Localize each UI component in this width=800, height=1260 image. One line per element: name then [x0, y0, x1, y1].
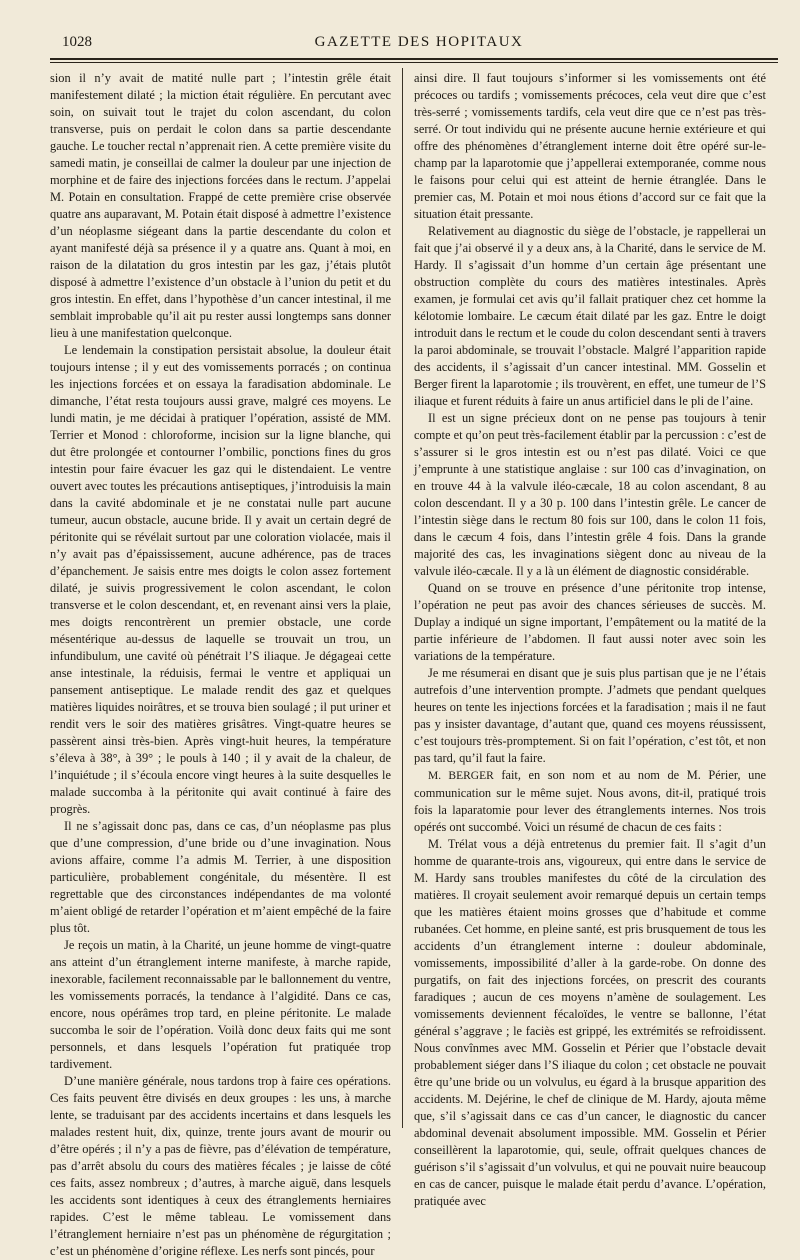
- speaker-name: M. BERGER: [428, 770, 494, 782]
- speaker-paragraph: [414, 767, 766, 836]
- header-rule: [50, 58, 778, 60]
- paragraph: Le lendemain la constipation persistait absolue, la douleur était toujours intense ; il y eut des vomissements porracés ; on continua les injections forcées et on essaya la faradisation abdominale. Le dimanche, l’état resta toujours aussi grave, malgré ces moyens. Le lundi matin, je me décidai à pratiquer l’opération, assisté de MM. Terrier et Monod : chloroforme, incision sur la ligne blanche, qui dut être prolongée et contourner l’ombilic, ponctions fines du gros intestin pour faire évacuer les gaz qui le distendaient. Le ventre ouvert avec toutes les précautions antiseptiques, j’introduisis la main dans la cavité abdominale et je ne constatai nulle part aucune tumeur, aucun obstacle, aucune bride. Il y avait un certain degré de péritonite qui se révélait surtout par une coloration violacée, mais il n’y avait pas d’épaississement, aucune adhérence, pas de traces d’épanchement. Je saisis entre mes doigts le colon assez fortement dilaté, je suivis progressivement le colon ascendant, le colon transverse et le colon descendant, et, en revenant ainsi vers la plaie, mes doigts rencontrèrent un premier obstacle, une corde mésentérique au-dessus de laquelle se trouvait un trou, un infundibulum, une cavité où pénétrait l’S iliaque. Je dégageai cette anse intestinale, la réduisis, fermai le ventre et appliquai un pansement antiseptique. Le malade rendit des gaz et quelques matières liquides noirâtres, et se trouva bien soulagé ; il put uriner et rendit vers le soir des matières grisâtres. Vingt-quatre heures se passèrent ainsi très-bien. Après vingt-huit heures, la température s’éleva à 38°, à 39° ; le pouls à 140 ; il y avait de la chaleur, de l’inquiétude ; il s’écoula encore vingt heures à la suite desquelles le malade succomba à la péritonite qui avait continué à faire des progrès.: [50, 343, 392, 816]
- paragraph: Il ne s’agissait donc pas, dans ce cas, d’un néoplasme pas plus que d’une compression, d’une bride ou d’une invagination. Nous avions affaire, comme l’a admis M. Terrier, à une disposition particulière, probablement congénitale, du mésentère. Il est regrettable que des circonstances indépendantes de ma volonté m’aient obligé de retarder l’opération et m’aient empêché de la faire plus tôt.: [50, 819, 391, 935]
- column-divider: [402, 68, 403, 1128]
- paragraph: ainsi dire. Il faut toujours s’informer si les vomissements ont été précoces ou tardifs ; vomissements précoces, cela veut dire que c’est très-serré ; vomissements tardifs, cela veut dire que ce n’est pas très-serré. Or tout individu qui ne présente aucune hernie extérieure et qui offre des phénomènes d’étranglement interne doit être opéré sur-le-champ par la laparotomie que j’appellerai extemporanée, comme nous le faisons pour celui qui est atteint de hernie étranglée. Dans le premier cas, M. Potain et moi nous étions d’accord sur ce fait que la situation était pressante.: [414, 71, 766, 221]
- header-rule-thin: [50, 62, 778, 63]
- left-column: [50, 70, 392, 1258]
- paragraph: Relativement au diagnostic du siège de l’obstacle, je rappellerai un fait que j’ai observé il y a deux ans, à la Charité, dans le service de M. Hardy. Il s’agissait d’un homme d’un certain âge présentant une obstruction complète du cours des matières intestinales. Après examen, je formulai cet avis qu’il fallait pratiquer chez cet homme la kélotomie lombaire. Le cæcum était dilaté par les gaz. Entre le doigt introduit dans le rectum et le coude du colon descendant senti à travers la paroi abdominale, se trouvait l’obstacle. Malgré l’apparition rapide des accidents, il s’agissait d’un cancer intestinal. MM. Gosselin et Berger firent la laparotomie ; ils trouvèrent, en effet, une tumeur de l’S iliaque et furent réduits à faire un anus artificiel dans le pli de l’aine.: [414, 224, 766, 408]
- paragraph: M. Trélat vous a déjà entretenus du premier fait. Il s’agit d’un homme de quarante-trois ans, vigoureux, qui entre dans le service de M. Hardy sans troubles manifestes du côté de la circulation des matières. Il croyait seulement avoir remarqué depuis un certain temps que les matières étaient moins grosses que d’habitude et comme rubanées. Cet homme, en pleine santé, est pris brusquement de tous les accidents d’un étranglement interne : douleur abdominale, vomissements, impossibilité d’aller à la garde-robe. On donne des purgatifs, on fait des injections forcées, on prescrit des courants faradiques ; aucun de ces moyens n’amène de soulagement. Les vomissements deviennent fécaloïdes, le ventre se ballonne, l’état général s’aggrave ; le faciès est grippé, les extrémités se refroidissent. Nous convînmes avec MM. Gosselin et Périer que l’obstacle devait probablement siéger dans l’S iliaque du colon ; cet obstacle ne pouvait être qu’une bride ou un volvulus, eu égard à la brusque apparition des accidents. M. Dejérine, le chef de clinique de M. Hardy, ajouta même que, s’il s’agissait dans ce cas d’un cancer, le diagnostic du cancer abdominal devenait absolument impossible. MM. Gosselin et Périer conseillèrent la laparotomie, qui, seule, offrait quelques chances de guérison s’il s’agissait d’un volvulus, et qui ne pouvait nuire beaucoup en cas de cancer, puisque le malade était perdu d’avance. L’opération, pratiquée avec: [414, 837, 766, 1208]
- paragraph: sion il n’y avait de matité nulle part ; l’intestin grêle était manifestement dilaté ; la miction était régulière. En percutant avec soin, on suivait tout le trajet du colon ascendant, du colon transverse, puis on perdait le colon dans sa partie descendante gauche. Le toucher rectal n’apprenait rien. A cette première visite du samedi matin, je conseillai de calmer la douleur par une injection de morphine et de faire des injections forcées dans le rectum. J’appelai M. Potain en consultation. Frappé de cette première crise observée quatre ans auparavant, M. Potain était disposé à admettre l’existence d’un néoplasme siégeant dans la partie descendante du colon et ayant manifesté déjà sa présence il y a quatre ans. Quant à moi, en raison de la dilatation du gros intestin par les gaz, j’étais plutôt disposé à admettre l’existence d’un obstacle à l’union du petit et du gros intestin. En effet, dans l’hypothèse d’un cancer intestinal, il me semblait improbable qu’il ait pu rester aussi longtemps sans donner lieu à une manifestation quelconque.: [50, 71, 391, 340]
- speaker-text: fait, en son nom et au nom de M. Périer, une communication sur le même sujet. Nous avons, dit-il, pratiqué trois fois la laparatomie pour lever des étranglements internes. Nos trois opérés ont succombé. Voici un résumé de chacun de ces faits :: [414, 768, 767, 834]
- paragraph: Je me résumerai en disant que je suis plus partisan que je ne l’étais autrefois d’une intervention prompte. J’admets que pendant quelques heures on tente les injections forcées et la faradisation ; mais il ne faut pas y insister davantage, d’autant que, quand ces moyens réussissent, c’est toujours très-promptement. Si on fait l’opération, c’est tôt, et non pas tard, qu’il faut la faire.: [414, 666, 766, 765]
- paragraph: Quand on se trouve en présence d’une péritonite trop intense, l’opération ne peut pas avoir des chances sérieuses de succès. M. Duplay a indiqué un signe important, l’empâtement ou la matité de la partie inférieure de l’abdomen. Il faut aussi noter avec soin les variations de la température.: [414, 581, 766, 663]
- right-column: [414, 70, 767, 1208]
- paragraph: Je reçois un matin, à la Charité, un jeune homme de vingt-quatre ans atteint d’un étranglement interne manifeste, à marche rapide, inexorable, facilement reconnaissable par le ballonnement du ventre, les vomissements porracés, la tendance à l’algidité. Dans ce cas, encore, nous opérâmes trop tard, en pleine péritonite. Le malade succomba le soir de l’opération. Voilà donc deux faits qui me sont personnels, et dans lesquels l’opération fut pratiquée trop tardivement.: [50, 938, 391, 1071]
- page-number: 1028: [62, 34, 92, 50]
- paragraph: Il est un signe précieux dont on ne pense pas toujours à tenir compte et qu’on peut très-facilement établir par la percussion : c’est de s’assurer si le gros intestin est ou n’est pas dilaté. Voici ce que j’emprunte à une statistique anglaise : sur 100 cas d’invagination, on en trouve 44 à la valvule iléo-cæcale, 18 au colon ascendant, 8 au colon descendant. Il y a 30 p. 100 dans l’intestin grêle. Le cancer de l’intestin siège dans le rectum 80 fois sur 100, dans le colon 11 fois, dans le cæcum 4 fois, dans l’intestin grêle 4 fois. Dans la grande majorité des cas, les invaginations siègent donc au niveau de la valvule iléo-cæcale. Il y a là un élément de diagnostic considérable.: [414, 411, 766, 578]
- journal-title: GAZETTE DES HOPITAUX: [314, 34, 524, 50]
- paragraph: D’une manière générale, nous tardons trop à faire ces opérations. Ces faits peuvent être divisés en deux groupes : les uns, à marche lente, se traduisant par des accidents incertains et dans lesquels les malades restent huit, dix, quinze, trente jours avant de mourir ou d’être opérés ; il n’y a pas de fièvre, pas d’élévation de température, pas d’arrêt absolu du cours des matières fécales ; je laisse de côté ces faits, assez nombreux ; d’autres, à marche aiguë, dans lesquels les accidents sont identiques à ceux des étranglements herniaires rapides. C’est le même tableau. Le vomissement dans l’étranglement herniaire n’est pas un phénomène de régurgitation ; c’est un phénomène d’origine réflexe. Les nerfs sont pincés, pour: [50, 1074, 391, 1258]
- page-header: [58, 34, 780, 56]
